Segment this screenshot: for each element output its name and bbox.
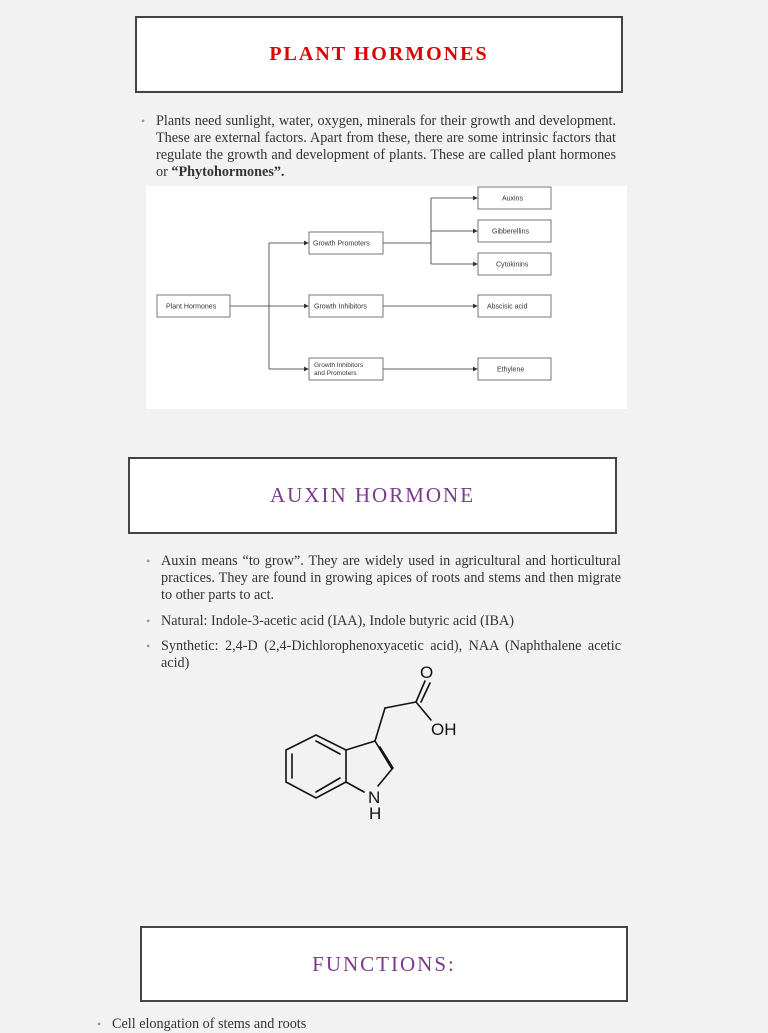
plant-hormones-title: PLANT HORMONES [269,43,489,65]
plant-hormones-diagram [146,186,627,409]
bullet-icon: • [141,114,146,128]
auxin-bullet-1 [146,553,621,604]
label-growth-inhibitors: Growth Inhibitors [314,303,367,311]
functions-title-box [140,926,628,1002]
auxin-hormone-title: AUXIN HORMONE [269,483,476,507]
connector-lines [230,198,477,369]
label-auxins: Auxins [502,195,524,203]
atom-nitrogen: N [368,788,381,807]
bullet-icon: • [146,614,151,628]
iaa-structure [276,660,476,830]
auxin-bullet-text: Natural: Indole-3-acetic acid (IAA), Indole butyric acid (IBA) [161,613,514,629]
plant-hormones-paragraph [141,113,616,181]
phytohormones-term: “Phytohormones”. [171,164,285,180]
functions-bullet-1 [97,1016,612,1033]
functions-title: FUNCTIONS: [312,951,456,976]
plant-hormones-title-box [135,16,623,93]
bullet-icon: • [146,639,151,653]
plant-hormones-text: Plants need sunlight, water, oxygen, minerals for their growth and development. These are external factors. Apart from these, there are some intrinsic factors that regulate the growth and development of plants. These are called plant hormones or [156,113,616,180]
auxin-bullet-text: Synthetic: 2,4-D (2,4-Dichlorophenoxyacetic acid), NAA (Naphthalene acetic acid) [161,638,621,671]
label-inhibitors-line2: and Promoters [314,370,357,377]
indole-acetic-acid-molecule [276,660,476,830]
label-abscisic-acid: Abscisic acid [487,303,528,311]
label-inhibitors-line1: Growth Inhibitors [314,362,364,369]
bullet-icon: • [97,1017,102,1031]
functions-bullet-text: Cell elongation of stems and roots [112,1016,307,1032]
label-plant-hormones: Plant Hormones [166,303,217,311]
atom-hydroxyl: OH [431,720,457,739]
auxin-bullet-text: Auxin means “to grow”. They are widely used in agricultural and horticultural practices. They are found in growing apices of roots and stems and then migrate to other parts to act. [161,553,621,603]
label-cytokinins: Cytokinins [496,261,529,269]
label-growth-promoters: Growth Promoters [313,240,370,248]
atom-oxygen: O [420,663,434,682]
molecule-bonds [286,681,431,798]
auxin-hormone-title-box [128,457,617,534]
hormone-tree-svg [146,186,627,409]
auxin-bullet-2 [146,613,621,630]
atom-hydrogen: H [369,804,382,823]
bullet-icon: • [146,554,151,568]
label-ethylene: Ethylene [497,366,525,374]
label-gibberellins: Gibberellins [492,228,529,236]
